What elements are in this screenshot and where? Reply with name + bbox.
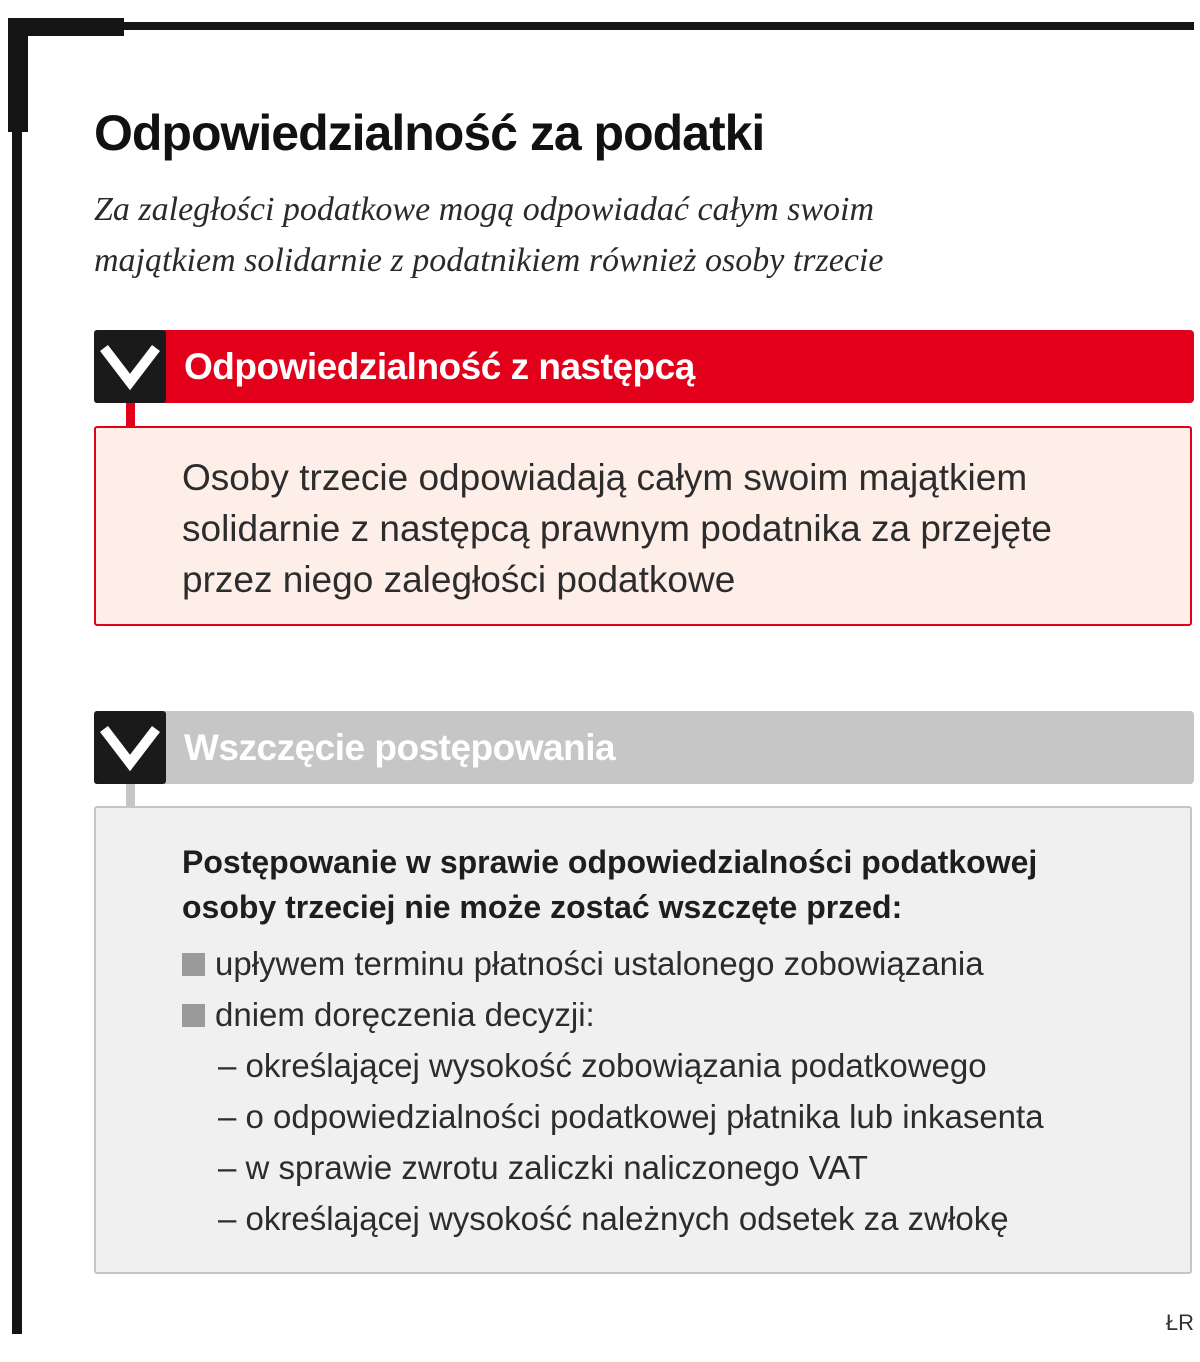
chevron-down-icon xyxy=(94,330,166,403)
section-connector xyxy=(126,403,135,427)
section-heading-label: Odpowiedzialność z następcą xyxy=(184,346,695,387)
section-body-proceedings xyxy=(94,806,1192,1274)
frame-left-rule xyxy=(12,22,22,1334)
subtitle-line: Za zaległości podatkowe mogą odpowiadać całym swoim xyxy=(94,191,875,228)
subtitle-line: majątkiem solidarnie z podatnikiem również osoby trzecie xyxy=(94,242,884,279)
body-line: solidarnie z następcą prawnym podatnika za przejęte xyxy=(182,508,1052,549)
infographic-title: Odpowiedzialność za podatki xyxy=(94,105,765,161)
intro-line: Postępowanie w sprawie odpowiedzialności podatkowej xyxy=(182,844,1038,880)
author-credit: ŁR xyxy=(1165,1310,1194,1335)
square-bullet-icon xyxy=(182,1004,205,1027)
list-item-text: upływem terminu płatności ustalonego zobowiązania xyxy=(215,945,984,982)
section-heading-successor xyxy=(94,330,1194,403)
square-bullet-icon xyxy=(182,953,205,976)
body-line: Osoby trzecie odpowiadają całym swoim majątkiem xyxy=(182,457,1028,498)
sub-list-item: – w sprawie zwrotu zaliczki naliczonego VAT xyxy=(218,1149,868,1186)
section-heading-proceedings xyxy=(94,711,1194,784)
infographic-subtitle xyxy=(94,184,1094,286)
frame-corner-left xyxy=(8,22,28,132)
sub-list-item: – określającej wysokość zobowiązania podatkowego xyxy=(218,1047,987,1084)
list-item-text: dniem doręczenia decyzji: xyxy=(215,996,595,1033)
sub-list-item: – o odpowiedzialności podatkowej płatnika lub inkasenta xyxy=(218,1098,1044,1135)
section-intro-text xyxy=(182,840,1182,930)
section-heading-label: Wszczęcie postępowania xyxy=(184,727,616,768)
chevron-down-icon xyxy=(94,711,166,784)
list-item xyxy=(182,939,984,989)
frame-top-rule xyxy=(8,22,1194,30)
sub-list-item: – określającej wysokość należnych odsetek za zwłokę xyxy=(218,1200,1009,1237)
intro-line: osoby trzeciej nie może zostać wszczęte przed: xyxy=(182,889,903,925)
list-item xyxy=(182,990,595,1040)
body-line: przez niego zaległości podatkowe xyxy=(182,559,736,600)
section-connector xyxy=(126,784,135,808)
section-body-successor xyxy=(94,426,1192,626)
section-body-text xyxy=(182,452,1182,605)
